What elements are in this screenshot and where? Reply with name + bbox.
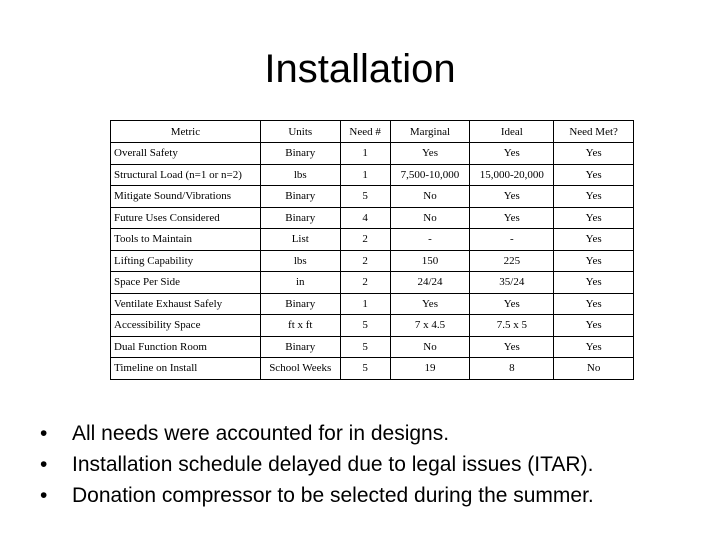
column-header-need-met: Need Met?: [554, 121, 634, 143]
cell-ideal: 8: [470, 358, 554, 380]
table-row: [111, 272, 634, 294]
bullet-item: [40, 449, 710, 480]
table-row: [111, 293, 634, 315]
cell-ideal: Yes: [470, 143, 554, 165]
cell-need-number: 2: [340, 250, 390, 272]
column-header-metric: Metric: [111, 121, 261, 143]
cell-units: Binary: [260, 143, 340, 165]
bullet-item: [40, 418, 710, 449]
column-header-ideal: Ideal: [470, 121, 554, 143]
cell-metric: Timeline on Install: [111, 358, 261, 380]
slide-title: Installation: [264, 47, 456, 91]
cell-units: School Weeks: [260, 358, 340, 380]
column-header-marginal: Marginal: [390, 121, 470, 143]
cell-metric: Overall Safety: [111, 143, 261, 165]
bullet-marker: •: [40, 422, 48, 445]
bullet-text: Installation schedule delayed due to legal issues (ITAR).: [72, 453, 594, 476]
bullet-text: Donation compressor to be selected during the summer.: [72, 484, 594, 507]
cell-need-number: 4: [340, 207, 390, 229]
column-header-units: Units: [260, 121, 340, 143]
table-row: [111, 358, 634, 380]
cell-marginal: 24/24: [390, 272, 470, 294]
cell-marginal: No: [390, 336, 470, 358]
cell-need-met: Yes: [554, 207, 634, 229]
cell-need-number: 5: [340, 315, 390, 337]
cell-need-met: No: [554, 358, 634, 380]
cell-ideal: 35/24: [470, 272, 554, 294]
cell-metric: Structural Load (n=1 or n=2): [111, 164, 261, 186]
cell-ideal: 225: [470, 250, 554, 272]
table-header-row: [111, 121, 634, 143]
cell-ideal: Yes: [470, 336, 554, 358]
cell-metric: Mitigate Sound/Vibrations: [111, 186, 261, 208]
cell-units: lbs: [260, 250, 340, 272]
cell-metric: Ventilate Exhaust Safely: [111, 293, 261, 315]
cell-marginal: 7 x 4.5: [390, 315, 470, 337]
cell-need-number: 2: [340, 229, 390, 251]
cell-need-met: Yes: [554, 272, 634, 294]
cell-marginal: No: [390, 186, 470, 208]
cell-need-met: Yes: [554, 143, 634, 165]
cell-need-met: Yes: [554, 229, 634, 251]
cell-need-number: 5: [340, 186, 390, 208]
cell-ideal: 7.5 x 5: [470, 315, 554, 337]
table-row: [111, 207, 634, 229]
cell-units: Binary: [260, 336, 340, 358]
cell-need-met: Yes: [554, 336, 634, 358]
table-row: [111, 336, 634, 358]
cell-units: Binary: [260, 186, 340, 208]
cell-marginal: 19: [390, 358, 470, 380]
cell-units: lbs: [260, 164, 340, 186]
table-row: [111, 186, 634, 208]
cell-units: ft x ft: [260, 315, 340, 337]
cell-need-number: 1: [340, 293, 390, 315]
cell-ideal: Yes: [470, 293, 554, 315]
bullet-list: [40, 418, 710, 511]
cell-need-met: Yes: [554, 164, 634, 186]
cell-ideal: 15,000-20,000: [470, 164, 554, 186]
cell-marginal: 7,500-10,000: [390, 164, 470, 186]
bullet-text: All needs were accounted for in designs.: [72, 422, 450, 445]
cell-marginal: -: [390, 229, 470, 251]
table-row: [111, 143, 634, 165]
bullet-item: [40, 480, 710, 511]
cell-need-number: 1: [340, 164, 390, 186]
cell-units: Binary: [260, 207, 340, 229]
cell-need-met: Yes: [554, 186, 634, 208]
cell-ideal: Yes: [470, 207, 554, 229]
cell-units: Binary: [260, 293, 340, 315]
cell-metric: Future Uses Considered: [111, 207, 261, 229]
column-header-need-number: Need #: [340, 121, 390, 143]
metrics-table-container: [110, 120, 634, 380]
cell-need-number: 5: [340, 336, 390, 358]
cell-ideal: Yes: [470, 186, 554, 208]
cell-need-met: Yes: [554, 250, 634, 272]
cell-metric: Dual Function Room: [111, 336, 261, 358]
bullet-marker: •: [40, 484, 48, 507]
bullet-marker: •: [40, 453, 48, 476]
cell-units: in: [260, 272, 340, 294]
cell-metric: Lifting Capability: [111, 250, 261, 272]
cell-metric: Tools to Maintain: [111, 229, 261, 251]
table-row: [111, 315, 634, 337]
cell-marginal: Yes: [390, 293, 470, 315]
cell-need-met: Yes: [554, 315, 634, 337]
table-row: [111, 229, 634, 251]
cell-metric: Space Per Side: [111, 272, 261, 294]
cell-metric: Accessibility Space: [111, 315, 261, 337]
cell-units: List: [260, 229, 340, 251]
cell-marginal: 150: [390, 250, 470, 272]
cell-need-number: 5: [340, 358, 390, 380]
cell-marginal: Yes: [390, 143, 470, 165]
cell-need-number: 2: [340, 272, 390, 294]
cell-marginal: No: [390, 207, 470, 229]
cell-need-number: 1: [340, 143, 390, 165]
cell-ideal: -: [470, 229, 554, 251]
table-row: [111, 250, 634, 272]
cell-need-met: Yes: [554, 293, 634, 315]
metrics-table: [110, 120, 634, 380]
table-row: [111, 164, 634, 186]
